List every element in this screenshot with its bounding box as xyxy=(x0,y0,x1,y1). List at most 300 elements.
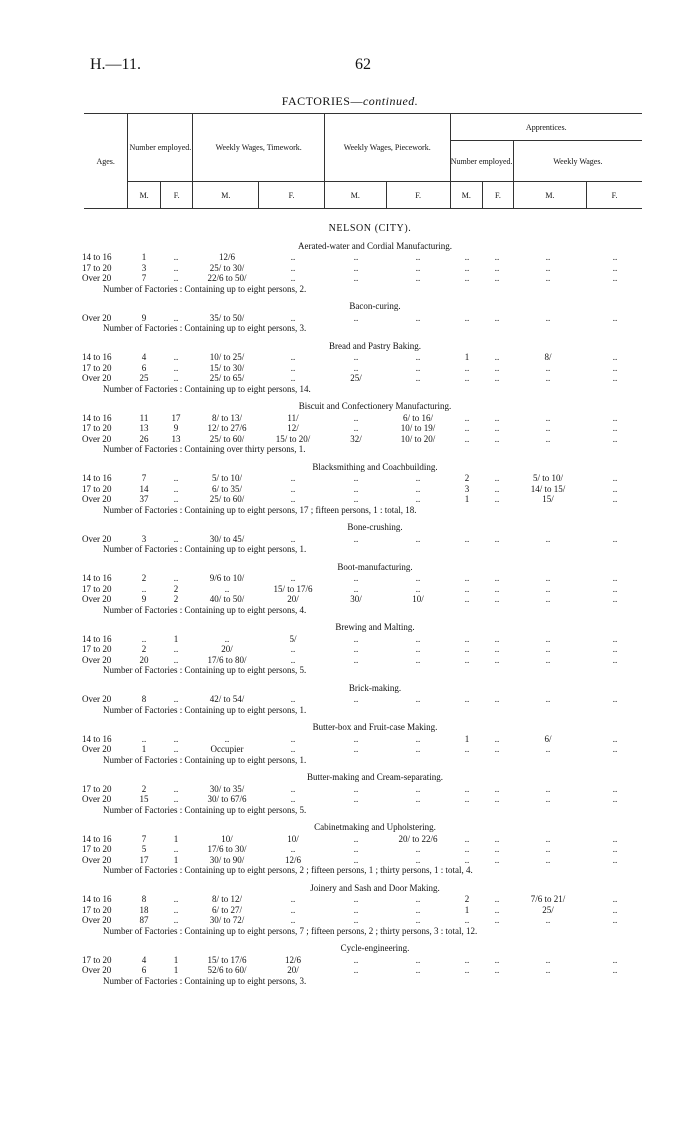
table-cell: .. xyxy=(545,915,551,925)
table-cell: .. xyxy=(290,362,296,373)
table-cell: .. xyxy=(290,352,296,362)
table-cell: 20/ xyxy=(287,965,299,975)
table-cell: .. xyxy=(415,954,421,965)
industry-title: Cabinetmaking and Upholstering. xyxy=(314,822,436,832)
table-cell: 40/ to 50/ xyxy=(209,594,245,604)
table-cell: .. xyxy=(173,483,179,494)
table-cell: .. xyxy=(545,583,551,594)
table-cell: .. xyxy=(612,352,618,362)
table-cell: Over 20 xyxy=(82,744,112,754)
table-cell: .. xyxy=(415,262,421,273)
table-cell: .. xyxy=(290,262,296,273)
table-cell: .. xyxy=(464,433,470,444)
table-cell: .. xyxy=(290,273,296,283)
table-cell: 20/ to 22/6 xyxy=(398,833,438,844)
table-row xyxy=(0,655,700,666)
table-cell: .. xyxy=(415,654,421,665)
table-row xyxy=(0,905,700,916)
table-cell: .. xyxy=(464,412,470,423)
industry-section xyxy=(0,772,700,815)
table-cell: .. xyxy=(494,633,500,644)
table-cell: .. xyxy=(545,252,551,262)
table-cell: Over 20 xyxy=(82,654,112,665)
table-cell: .. xyxy=(290,494,296,504)
table-cell: 30/ to 45/ xyxy=(209,533,245,544)
table-cell: .. xyxy=(545,854,551,865)
table-cell: .. xyxy=(290,533,296,544)
table-cell: .. xyxy=(415,854,421,865)
industry-section xyxy=(0,562,700,616)
table-cell: .. xyxy=(415,473,421,483)
table-cell: .. xyxy=(415,733,421,744)
table-cell: 15/ to 30/ xyxy=(209,362,245,373)
table-cell: .. xyxy=(545,312,551,323)
table-cell: .. xyxy=(415,573,421,583)
header-app-number: Number employed. xyxy=(450,141,513,182)
table-cell: .. xyxy=(494,594,500,604)
table-cell: .. xyxy=(290,733,296,744)
table-row xyxy=(0,423,700,434)
header-wages-piecework: Weekly Wages, Piecework. xyxy=(324,114,450,182)
table-cell: 12/ to 27/6 xyxy=(207,423,247,433)
table-cell: .. xyxy=(173,744,179,754)
table-cell: .. xyxy=(353,423,359,433)
table-cell: .. xyxy=(612,252,618,262)
table-cell: .. xyxy=(141,633,147,644)
table-cell: .. xyxy=(545,362,551,373)
table-cell: .. xyxy=(545,654,551,665)
table-cell: .. xyxy=(353,783,359,794)
table-cell: 6 xyxy=(141,362,147,373)
table-cell: 14 to 16 xyxy=(82,412,112,423)
table-cell: 20/ xyxy=(221,644,233,654)
table-cell: Over 20 xyxy=(82,433,112,444)
factories-note: Number of Factories : Containing up to eight persons, 5. xyxy=(103,804,307,815)
table-cell: 14/ to 15/ xyxy=(530,483,566,494)
table-cell: 17 to 20 xyxy=(82,362,112,373)
table-cell: 14 to 16 xyxy=(82,252,112,262)
table-cell: 1 xyxy=(464,352,470,362)
table-cell: 15/ xyxy=(542,494,554,504)
table-row xyxy=(0,363,700,374)
table-cell: .. xyxy=(290,794,296,804)
table-cell: 10/ xyxy=(412,594,424,604)
table-cell: .. xyxy=(141,583,147,594)
table-cell: .. xyxy=(494,783,500,794)
industry-section xyxy=(0,522,700,555)
table-cell: .. xyxy=(464,644,470,654)
industry-title: Aerated-water and Cordial Manufacturing. xyxy=(298,240,452,251)
table-cell: 13 xyxy=(171,433,181,444)
table-cell: .. xyxy=(545,412,551,423)
table-cell: 17 xyxy=(171,412,181,423)
table-cell: .. xyxy=(494,954,500,965)
table-cell: .. xyxy=(415,312,421,323)
table-cell: .. xyxy=(415,965,421,975)
table-cell: .. xyxy=(224,733,230,744)
table-cell: .. xyxy=(415,494,421,504)
table-cell: .. xyxy=(353,573,359,583)
industry-section xyxy=(0,822,700,876)
table-cell: .. xyxy=(353,312,359,323)
table-cell: .. xyxy=(353,412,359,423)
table-cell: .. xyxy=(224,583,230,594)
header-m: M. xyxy=(128,182,161,209)
table-cell: 17 to 20 xyxy=(82,483,112,494)
table-cell: .. xyxy=(464,915,470,925)
table-cell: .. xyxy=(612,644,618,654)
table-cell: .. xyxy=(612,494,618,504)
table-cell: .. xyxy=(494,483,500,494)
table-cell: .. xyxy=(545,373,551,383)
industry-title: Blacksmithing and Coachbuilding. xyxy=(312,461,438,472)
table-cell: 1 xyxy=(173,954,179,965)
table-cell: Over 20 xyxy=(82,312,112,323)
table-cell: 8 xyxy=(141,694,147,704)
table-cell: .. xyxy=(464,954,470,965)
table-cell: .. xyxy=(353,473,359,483)
table-cell: 4 xyxy=(141,954,147,965)
table-cell: .. xyxy=(464,573,470,583)
table-cell: 2 xyxy=(173,583,179,594)
table-cell: 1 xyxy=(173,833,179,844)
page-title-continued: continued. xyxy=(362,94,419,108)
table-cell: .. xyxy=(612,733,618,744)
industry-section xyxy=(0,241,700,295)
table-cell: 20 xyxy=(139,654,149,665)
table-cell: 14 to 16 xyxy=(82,894,112,904)
table-cell: .. xyxy=(353,483,359,494)
table-cell: .. xyxy=(173,915,179,925)
table-cell: .. xyxy=(415,483,421,494)
industry-title: Boot-manufacturing. xyxy=(337,561,413,572)
header-f: F. xyxy=(483,182,514,209)
table-cell: .. xyxy=(415,362,421,373)
table-row xyxy=(0,273,700,284)
header-ages: Ages. xyxy=(96,156,115,166)
table-cell: 30/ to 72/ xyxy=(209,915,245,925)
table-cell: .. xyxy=(141,733,147,744)
table-cell: 17 to 20 xyxy=(82,844,112,854)
table-cell: .. xyxy=(612,473,618,483)
table-cell: .. xyxy=(415,373,421,383)
table-cell: .. xyxy=(612,373,618,383)
table-cell: .. xyxy=(353,915,359,925)
factories-note: Number of Factories : Containing up to eight persons, 3. xyxy=(103,975,307,986)
table-cell: .. xyxy=(494,273,500,283)
table-cell: .. xyxy=(494,915,500,925)
table-cell: .. xyxy=(494,423,500,433)
table-cell: .. xyxy=(415,644,421,654)
table-row xyxy=(0,915,700,926)
table-cell: .. xyxy=(494,894,500,904)
table-cell: .. xyxy=(494,733,500,744)
table-cell: 17 to 20 xyxy=(82,262,112,273)
industry-title: Cycle-engineering. xyxy=(340,943,410,953)
table-cell: 2 xyxy=(141,644,147,654)
factories-note: Number of Factories : Containing up to eight persons, 1. xyxy=(103,704,307,715)
factories-note: Number of Factories : Containing up to eight persons, 5. xyxy=(103,665,307,675)
table-cell: .. xyxy=(612,894,618,904)
table-cell: .. xyxy=(545,965,551,975)
table-cell: .. xyxy=(173,362,179,373)
factories-note: Number of Factories : Containing up to eight persons, 2. xyxy=(103,283,307,294)
table-row xyxy=(0,855,700,866)
table-cell: .. xyxy=(415,694,421,704)
header-app-wages: Weekly Wages. xyxy=(513,141,642,182)
industry-section xyxy=(0,622,700,676)
industry-title: Brick-making. xyxy=(348,682,402,693)
industry-section xyxy=(0,683,700,716)
table-cell: .. xyxy=(353,352,359,362)
table-cell: .. xyxy=(612,633,618,644)
table-cell: 14 to 16 xyxy=(82,633,112,644)
table-cell: 14 xyxy=(139,483,149,494)
table-cell: 8/ to 12/ xyxy=(211,894,242,904)
table-cell: .. xyxy=(353,894,359,904)
table-cell: 9 xyxy=(173,423,179,433)
table-cell: 14 to 16 xyxy=(82,573,112,583)
table-cell: .. xyxy=(612,854,618,865)
table-cell: Over 20 xyxy=(82,594,112,604)
table-row xyxy=(0,252,700,263)
table-cell: .. xyxy=(545,594,551,604)
table-cell: 2 xyxy=(141,783,147,794)
table-row xyxy=(0,494,700,505)
table-cell: 9 xyxy=(141,594,147,604)
table-cell: 17 to 20 xyxy=(82,423,112,433)
table-row xyxy=(0,844,700,855)
factories-note: Number of Factories : Containing up to eight persons, 4. xyxy=(103,604,307,615)
table-cell: .. xyxy=(173,783,179,794)
table-cell: .. xyxy=(290,694,296,704)
table-cell: 6/ xyxy=(544,733,552,744)
table-cell: .. xyxy=(545,783,551,794)
table-cell: .. xyxy=(545,694,551,704)
table-cell: .. xyxy=(612,412,618,423)
table-cell: .. xyxy=(173,794,179,804)
table-cell: 7 xyxy=(141,473,147,483)
table-cell: .. xyxy=(173,473,179,483)
table-cell: .. xyxy=(464,694,470,704)
table-cell: .. xyxy=(353,633,359,644)
table-cell: .. xyxy=(464,783,470,794)
table-cell: .. xyxy=(290,312,296,323)
table-cell: .. xyxy=(464,844,470,854)
table-cell: .. xyxy=(545,433,551,444)
table-cell: 4 xyxy=(141,352,147,362)
table-cell: 7 xyxy=(141,273,147,283)
table-cell: .. xyxy=(612,594,618,604)
table-cell: .. xyxy=(494,494,500,504)
table-cell: .. xyxy=(290,915,296,925)
table-cell: 6/ to 27/ xyxy=(211,904,242,915)
table-cell: .. xyxy=(173,644,179,654)
table-cell: .. xyxy=(173,894,179,904)
header-wages-timework: Weekly Wages, Timework. xyxy=(193,114,324,182)
table-cell: .. xyxy=(494,694,500,704)
table-cell: Over 20 xyxy=(82,965,112,975)
table-cell: .. xyxy=(612,573,618,583)
table-cell: .. xyxy=(494,573,500,583)
header-f: F. xyxy=(587,182,642,209)
table-row xyxy=(0,794,700,805)
table-cell: .. xyxy=(612,483,618,494)
table-cell: 10/ to 20/ xyxy=(400,433,436,444)
table-cell: .. xyxy=(612,583,618,594)
table-cell: .. xyxy=(290,473,296,483)
table-cell: .. xyxy=(173,262,179,273)
table-cell: 1 xyxy=(173,854,179,865)
table-cell: 5/ to 10/ xyxy=(532,473,563,483)
table-cell: .. xyxy=(173,494,179,504)
factories-note: Number of Factories : Containing up to eight persons, 7 ; fifteen persons, 2 ; thirty persons, 3 : total, 12. xyxy=(103,925,478,936)
header-f: F. xyxy=(259,182,325,209)
table-cell: .. xyxy=(353,965,359,975)
table-cell: .. xyxy=(464,633,470,644)
table-cell: .. xyxy=(415,915,421,925)
table-cell: 17 to 20 xyxy=(82,583,112,594)
table-cell: .. xyxy=(464,373,470,383)
table-cell: .. xyxy=(545,844,551,854)
header-f: F. xyxy=(160,182,193,209)
table-cell: 7 xyxy=(141,833,147,844)
table-cell: 1 xyxy=(464,733,470,744)
table-cell: .. xyxy=(545,262,551,273)
table-cell: .. xyxy=(415,583,421,594)
table-cell: .. xyxy=(415,794,421,804)
header-m: M. xyxy=(324,182,386,209)
table-row xyxy=(0,434,700,445)
table-header xyxy=(84,113,642,209)
table-cell: .. xyxy=(353,644,359,654)
table-cell: 2 xyxy=(464,473,470,483)
table-cell: 5/ to 10/ xyxy=(211,473,242,483)
table-cell: .. xyxy=(290,252,296,262)
table-cell: 26 xyxy=(139,433,149,444)
table-cell: .. xyxy=(494,312,500,323)
table-cell: .. xyxy=(494,362,500,373)
industry-title: Joinery and Sash and Door Making. xyxy=(310,882,440,893)
table-cell: 14 to 16 xyxy=(82,733,112,744)
table-cell: 15 xyxy=(139,794,149,804)
table-cell: .. xyxy=(290,904,296,915)
table-cell: 30/ to 90/ xyxy=(209,854,245,865)
table-cell: .. xyxy=(612,533,618,544)
industry-title: Bacon-curing. xyxy=(349,301,401,311)
table-cell: .. xyxy=(415,744,421,754)
table-cell: .. xyxy=(494,904,500,915)
table-cell: .. xyxy=(290,654,296,665)
table-cell: .. xyxy=(464,262,470,273)
table-cell: .. xyxy=(464,594,470,604)
table-cell: 25/ xyxy=(350,373,362,383)
table-row xyxy=(0,413,700,424)
header-m: M. xyxy=(450,182,483,209)
table-cell: 25 xyxy=(139,373,149,383)
table-row xyxy=(0,644,700,655)
table-cell: .. xyxy=(612,362,618,373)
table-cell: .. xyxy=(494,433,500,444)
table-cell: 9 xyxy=(141,312,147,323)
factories-note: Number of Factories : Containing up to eight persons, 2 ; fifteen persons, 1 ; thirty persons, 1 : total, 4. xyxy=(103,865,473,875)
industry-section xyxy=(0,883,700,937)
factories-note: Number of Factories : Containing up to eight persons, 1. xyxy=(103,754,307,765)
table-cell: 5/ xyxy=(289,633,297,644)
table-cell: 1 xyxy=(141,744,147,754)
table-cell: 1 xyxy=(173,633,179,644)
table-cell: 12/6 xyxy=(284,954,301,965)
table-cell: .. xyxy=(415,352,421,362)
table-cell: .. xyxy=(545,273,551,283)
table-cell: .. xyxy=(415,252,421,262)
table-cell: 11 xyxy=(139,412,149,423)
table-cell: .. xyxy=(353,854,359,865)
table-cell: 17 to 20 xyxy=(82,783,112,794)
table-cell: 3 xyxy=(141,533,147,544)
table-row xyxy=(0,573,700,584)
table-cell: 37 xyxy=(139,494,149,504)
table-cell: .. xyxy=(494,262,500,273)
table-cell: 1 xyxy=(464,494,470,504)
table-row xyxy=(0,955,700,966)
table-cell: 14 to 16 xyxy=(82,352,112,362)
table-cell: .. xyxy=(494,373,500,383)
table-cell: 25/ to 65/ xyxy=(209,373,245,383)
table-cell: .. xyxy=(612,844,618,854)
table-cell: 17 to 20 xyxy=(82,644,112,654)
table-cell: .. xyxy=(545,833,551,844)
table-cell: .. xyxy=(464,794,470,804)
table-cell: .. xyxy=(173,533,179,544)
table-cell: 8/ to 13/ xyxy=(211,412,242,423)
table-cell: .. xyxy=(415,844,421,854)
table-cell: 10/ to 19/ xyxy=(400,423,436,433)
table-cell: .. xyxy=(353,654,359,665)
table-cell: .. xyxy=(290,644,296,654)
table-cell: 9/6 to 10/ xyxy=(209,573,245,583)
table-cell: .. xyxy=(464,583,470,594)
table-cell: .. xyxy=(612,654,618,665)
table-cell: Over 20 xyxy=(82,373,112,383)
table-row xyxy=(0,473,700,484)
table-cell: Over 20 xyxy=(82,694,112,704)
table-cell: .. xyxy=(494,844,500,854)
table-cell: 5 xyxy=(141,844,147,854)
table-cell: .. xyxy=(415,904,421,915)
table-cell: 2 xyxy=(173,594,179,604)
table-cell: Over 20 xyxy=(82,854,112,865)
table-cell: .. xyxy=(353,494,359,504)
table-cell: .. xyxy=(494,583,500,594)
table-cell: 6 xyxy=(141,965,147,975)
table-cell: 52/6 to 60/ xyxy=(207,965,247,975)
table-cell: .. xyxy=(464,854,470,865)
table-cell: .. xyxy=(545,644,551,654)
industry-section xyxy=(0,722,700,765)
table-cell: 25/ to 60/ xyxy=(209,494,245,504)
table-cell: .. xyxy=(353,262,359,273)
table-row xyxy=(0,352,700,363)
table-cell: Over 20 xyxy=(82,915,112,925)
table-cell: .. xyxy=(353,583,359,594)
factories-note: Number of Factories : Containing up to eight persons, 14. xyxy=(103,383,311,394)
table-row xyxy=(0,584,700,595)
table-cell: .. xyxy=(612,904,618,915)
table-cell: 30/ to 35/ xyxy=(209,783,245,794)
table-cell: .. xyxy=(353,273,359,283)
table-cell: .. xyxy=(173,844,179,854)
